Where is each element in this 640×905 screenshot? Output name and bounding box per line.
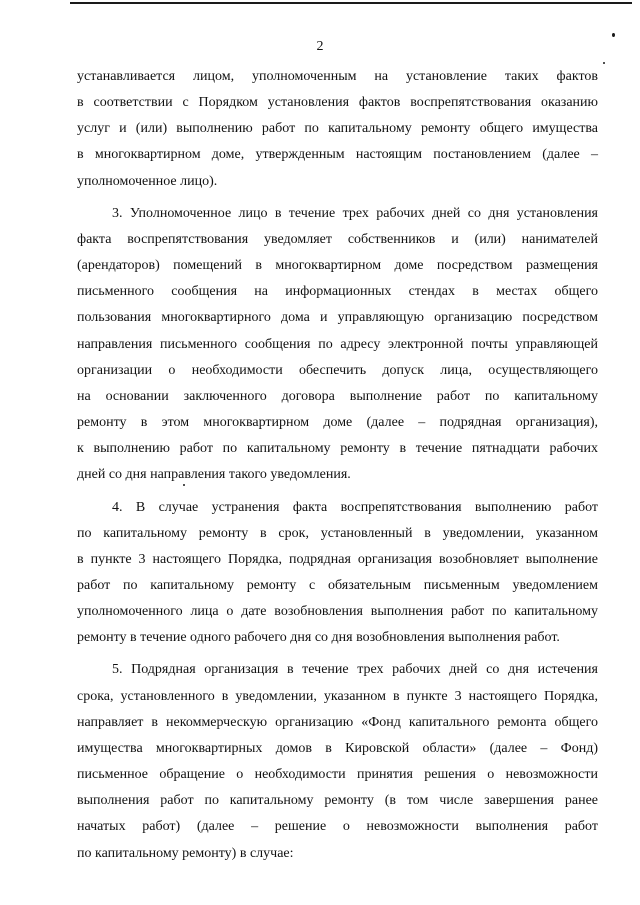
paragraph xyxy=(77,201,598,489)
text-line: 3. Уполномоченное лицо в течение трех рабочих дней со дня установления xyxy=(112,205,598,221)
text-line: в соответствии с Порядком установления фактов воспрепятствования оказанию xyxy=(77,95,598,111)
text-line: организации о необходимости обеспечить допуск лица, осуществляющего xyxy=(77,362,598,378)
text-line: в пункте 3 настоящего Порядка, подрядная организация возобновляет выполнение xyxy=(77,551,598,567)
text-line: уполномоченного лица о дате возобновления выполнения работ по капитальному xyxy=(77,604,598,620)
text-line: срока, установленного в уведомлении, указанном в пункте 3 настоящего Порядка, xyxy=(77,688,598,704)
text-line: направления письменного сообщения по адресу электронной почты управляющей xyxy=(77,336,598,352)
text-line: уполномоченное лицо). xyxy=(77,173,218,189)
page-number: 2 xyxy=(316,39,324,54)
text-line: направляет в некоммерческую организацию «Фонд капитального ремонта общего xyxy=(77,714,598,730)
paragraph xyxy=(77,64,598,195)
text-line: работ по капитальному ремонту с обязательным письменным уведомлением xyxy=(77,577,598,593)
scan-speck xyxy=(603,62,605,64)
text-line: пользования многоквартирного дома и управляющую организацию посредством xyxy=(77,310,598,326)
document-body xyxy=(77,64,598,873)
text-line: ремонту в этом многоквартирном доме (далее – подрядная организация), xyxy=(77,415,598,431)
text-line: в многоквартирном доме, утвержденным настоящим постановлением (далее – xyxy=(77,147,598,163)
paragraph xyxy=(77,495,598,652)
text-line: начатых работ) (далее – решение о невозможности выполнения работ xyxy=(77,819,598,835)
text-line: 4. В случае устранения факта воспрепятствования выполнению работ xyxy=(112,499,598,515)
text-line: дней со дня направления такого уведомления. xyxy=(77,467,351,483)
text-line: устанавливается лицом, уполномоченным на установление таких фактов xyxy=(77,69,598,84)
text-line: ремонту в течение одного рабочего дня со дня возобновления выполнения работ. xyxy=(77,630,560,646)
text-line: письменное обращение о необходимости принятия решения о невозможности xyxy=(77,767,598,783)
text-line: 5. Подрядная организация в течение трех рабочих дней со дня истечения xyxy=(112,662,598,678)
text-line: на основании заключенного договора выполнение работ по капитальному xyxy=(77,388,598,404)
paragraph xyxy=(77,657,598,866)
text-line: письменного сообщения на информационных стендах в местах общего xyxy=(77,284,598,300)
text-line: услуг и (или) выполнению работ по капитальному ремонту общего имущества xyxy=(77,121,598,137)
text-line: имущества многоквартирных домов в Кировской области» (далее – Фонд) xyxy=(77,740,598,756)
scan-speck xyxy=(612,33,615,37)
text-line: выполнения работ по капитальному ремонту (в том числе завершения ранее xyxy=(77,793,598,809)
text-line: по капитальному ремонту) в случае: xyxy=(77,845,294,861)
text-line: (арендаторов) помещений в многоквартирном доме посредством размещения xyxy=(77,258,598,274)
text-line: к выполнению работ по капитальному ремонту в течение пятнадцати рабочих xyxy=(77,441,598,457)
text-line: факта воспрепятствования уведомляет собственников и (или) нанимателей xyxy=(77,231,598,247)
text-line: по капитальному ремонту в срок, установленный в уведомлении, указанном xyxy=(77,525,598,541)
top-edge-rule xyxy=(70,2,632,4)
